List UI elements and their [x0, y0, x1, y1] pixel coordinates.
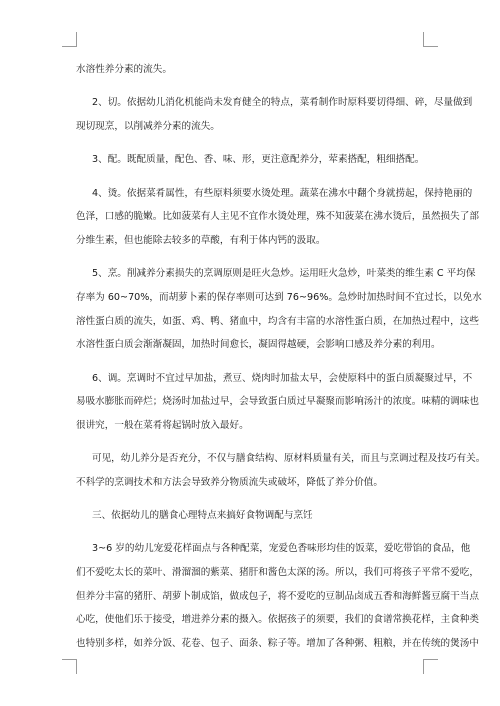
text-line: 可见，幼儿养分是否充分，不仅与膳食结构、原材料质量有关，而且与烹调过程及技巧有关。: [92, 453, 486, 465]
text-line: 水溶性蛋白质会渐渐凝固，加热时间愈长，凝固得越硬，会影响口感及养分素的利用。: [76, 339, 441, 351]
paragraph-gap: [76, 139, 436, 149]
text-line: 现切现烹，以削减养分素的流失。: [76, 120, 220, 132]
corner-mark-bottom-right: [423, 659, 438, 674]
paragraph: [76, 367, 479, 438]
paragraph-gap: [76, 357, 436, 367]
text-line: 3~6 岁的幼儿宠爱花样面点与各种配菜，宠爱色香味形均佳的饭菜，爱吃带馅的食品，他: [92, 543, 471, 555]
paragraph-gap: [76, 437, 436, 447]
paragraph: [76, 537, 479, 655]
paragraph: [76, 91, 473, 138]
paragraph: [76, 262, 482, 356]
text-line: 们不爱吃太长的菜叶、滑溜溜的紫菜、猪肝和酱色太深的汤。所以，我们可将孩子平常不爱吃，: [76, 567, 479, 579]
paragraph-gap: [76, 528, 436, 538]
text-line: 也特别多样，如养分饭、花卷、包子、面条、粽子等。增加了各种粥、粗粮，并在传统的煲汤中: [76, 637, 479, 649]
corner-mark-top-right: [423, 32, 438, 47]
corner-mark-bottom-left: [62, 659, 77, 674]
text-line: 溶性蛋白质的流失，如蛋、鸡、鸭、猪血中，均含有丰富的水溶性蛋白质，在加热过程中，这些: [76, 315, 479, 327]
document-body: [76, 58, 486, 655]
text-line: 6、调。烹调时不宜过早加盐，煮豆、烧肉时加盐太早，会使原料中的蛋白质凝聚过早，不: [92, 372, 473, 384]
text-line: 2、切。依据幼儿消化机能尚未发育健全的特点，菜肴制作时原料要切得细、碎，尽量做到: [92, 97, 473, 109]
text-line: 5、烹。削减养分素损失的烹调原则是旺火急炒。运用旺火急炒，叶菜类的维生素 C 平均保: [92, 268, 476, 280]
text-line: 三、依据幼儿的膳食心理特点来搞好食物调配与烹饪: [92, 510, 313, 522]
paragraph: [76, 447, 486, 494]
text-line: 4、烫。依据菜肴属性，有些原料须要水烫处理。蔬菜在沸水中翻个身就捞起，保持艳丽的: [92, 187, 473, 199]
text-line: 心吃，使他们乐于接受，增进养分素的摄入。依据孩子的须要，我们的食谱常换花样，主食种类: [76, 614, 479, 626]
text-line: 不科学的烹调技术和方法会导致养分物质流失或破坏，降低了养分价值。: [76, 476, 383, 488]
paragraph-gap: [76, 172, 436, 182]
paragraph: [76, 504, 436, 528]
text-line: 很讲究，一般在菜肴将起锅时放入最好。: [76, 419, 249, 431]
paragraph: [76, 58, 436, 82]
text-line: 易吸水膨胀而碎烂；烧汤时加盐过早，会导致蛋白质过早凝聚而影响汤汁的浓度。味精的调味也: [76, 396, 479, 408]
text-line: 存率为 60~70%，而胡萝卜素的保存率则可达到 76~96%。急炒时加热时间不宜过长，以免水: [76, 291, 482, 303]
text-line: 水溶性养分素的流失。: [76, 64, 172, 75]
text-line: 色泽，口感的脆嫩。比如菠菜有人主见不宜作水烫处理，殊不知菠菜在沸水烫后，虽然损失了部: [76, 211, 479, 223]
paragraph-gap: [76, 82, 436, 92]
paragraph: [76, 182, 479, 253]
paragraph: [76, 148, 436, 172]
text-line: 分维生素，但也能除去较多的草酸，有利于体内钙的汲取。: [76, 234, 326, 246]
text-line: 3、配。既配质量，配色、香、味、形，更注意配养分，荤素搭配，粗细搭配。: [92, 154, 425, 166]
corner-mark-top-left: [62, 32, 77, 47]
text-line: 但养分丰富的猪肝、胡萝卜制成馅，做成包子，将不爱吃的豆制品卤成五香和海鲜酱豆腐干当点: [76, 590, 479, 602]
paragraph-gap: [76, 253, 436, 263]
paragraph-gap: [76, 494, 436, 504]
